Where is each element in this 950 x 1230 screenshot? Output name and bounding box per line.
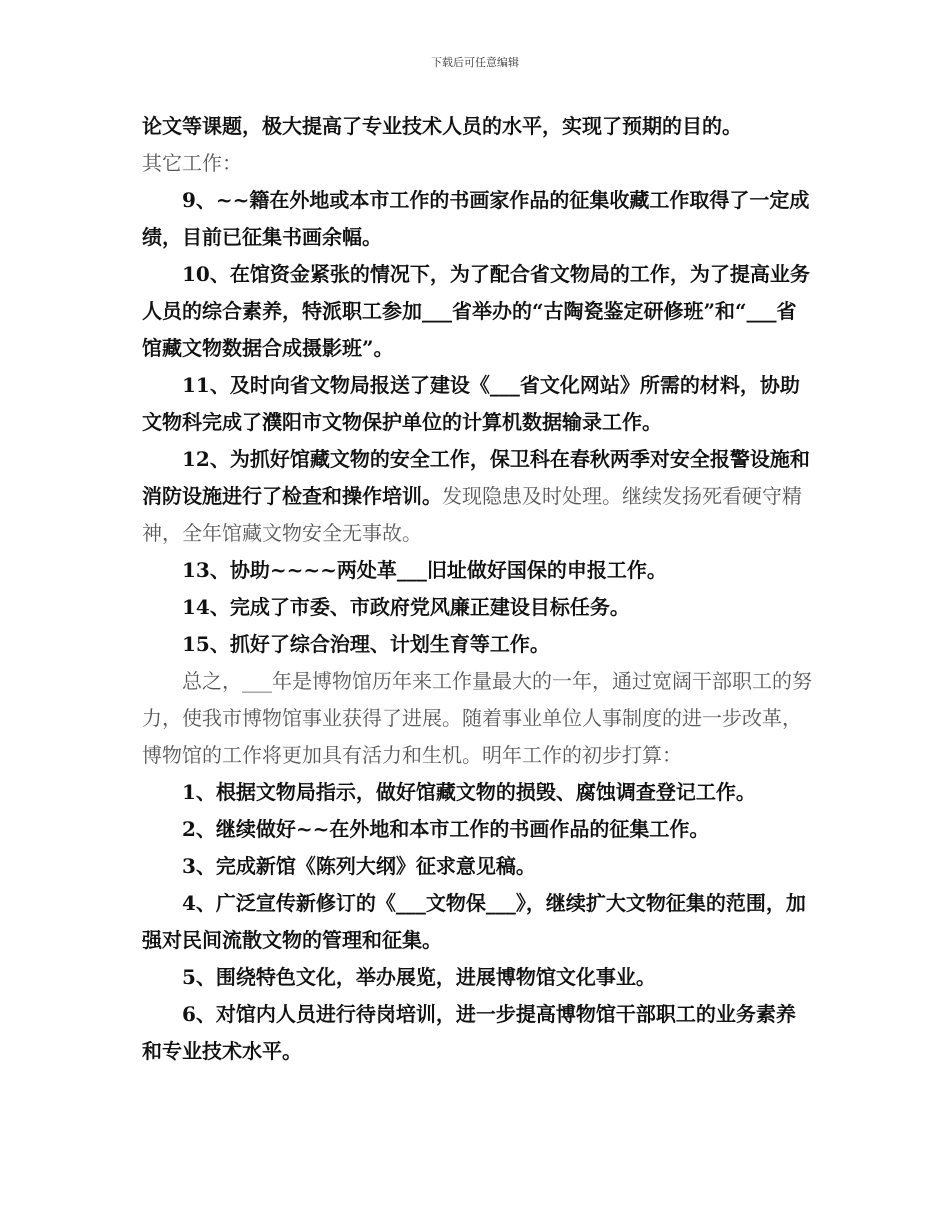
paragraph: 论文等课题，极大提高了专业技术人员的水平，实现了预期的目的。 (142, 114, 742, 138)
paragraph: 9、~~籍在外地或本市工作的书画家作品的征集收藏工作取得了一定成绩，目前已征集书画余幅。 (142, 188, 810, 249)
paragraph: 其它工作： (142, 151, 242, 175)
paragraph: 15、抓好了综合治理、计划生育等工作。 (182, 632, 550, 656)
paragraph: 14、完成了市委、市政府党风廉正建设目标任务。 (182, 595, 630, 619)
paragraph: 13、协助~~~~两处革___旧址做好国保的申报工作。 (182, 558, 667, 582)
paragraph: 11、及时向省文物局报送了建设《___省文化网站》所需的材料，协助文物科完成了濮阳市文物保护单位的计算机数据输录工作。 (142, 373, 800, 434)
paragraph: 4、广泛宣传新修订的《___文物保___》，继续扩大文物征集的范围，加强对民间流散文物的管理和征集。 (142, 891, 806, 952)
document-body (142, 108, 812, 1070)
paragraph: 3、完成新馆《陈列大纲》征求意见稿。 (182, 854, 536, 878)
paragraph (142, 441, 812, 552)
page-header: 下载后可任意编辑 (431, 56, 519, 69)
paragraph: 10、在馆资金紧张的情况下，为了配合省文物局的工作，为了提高业务人员的综合素养，特派职工参加___省举办的“古陶瓷鉴定研修班”和“___省馆藏文物数据合成摄影班”。 (142, 262, 810, 360)
paragraph-light-part: 发现隐患及时处理。继续发扬死看硬守精神，全年馆藏文物安全无事故。 (142, 484, 802, 545)
paragraph: 5、围绕特色文化，举办展览，进展博物馆文化事业。 (182, 965, 656, 989)
paragraph: 1、根据文物局指示，做好馆藏文物的损毁、腐蚀调查登记工作。 (182, 780, 756, 804)
paragraph: 总之，___年是博物馆历年来工作量最大的一年，通过宽阔干部职工的努力，使我市博物馆事业获得了进展。随着事业单位人事制度的进一步改革，博物馆的工作将更加具有活力和生机。明年工作的初步打算： (142, 669, 812, 767)
paragraph-bold-part: 12、为抓好馆藏文物的安全工作，保卫科在春秋两季对安全报警设施和消防设施进行了检查和操作培训。 (142, 447, 810, 508)
paragraph: 2、继续做好~~在外地和本市工作的书画作品的征集工作。 (182, 817, 710, 841)
paragraph: 6、对馆内人员进行待岗培训，进一步提高博物馆干部职工的业务素养和专业技术水平。 (142, 1002, 796, 1063)
